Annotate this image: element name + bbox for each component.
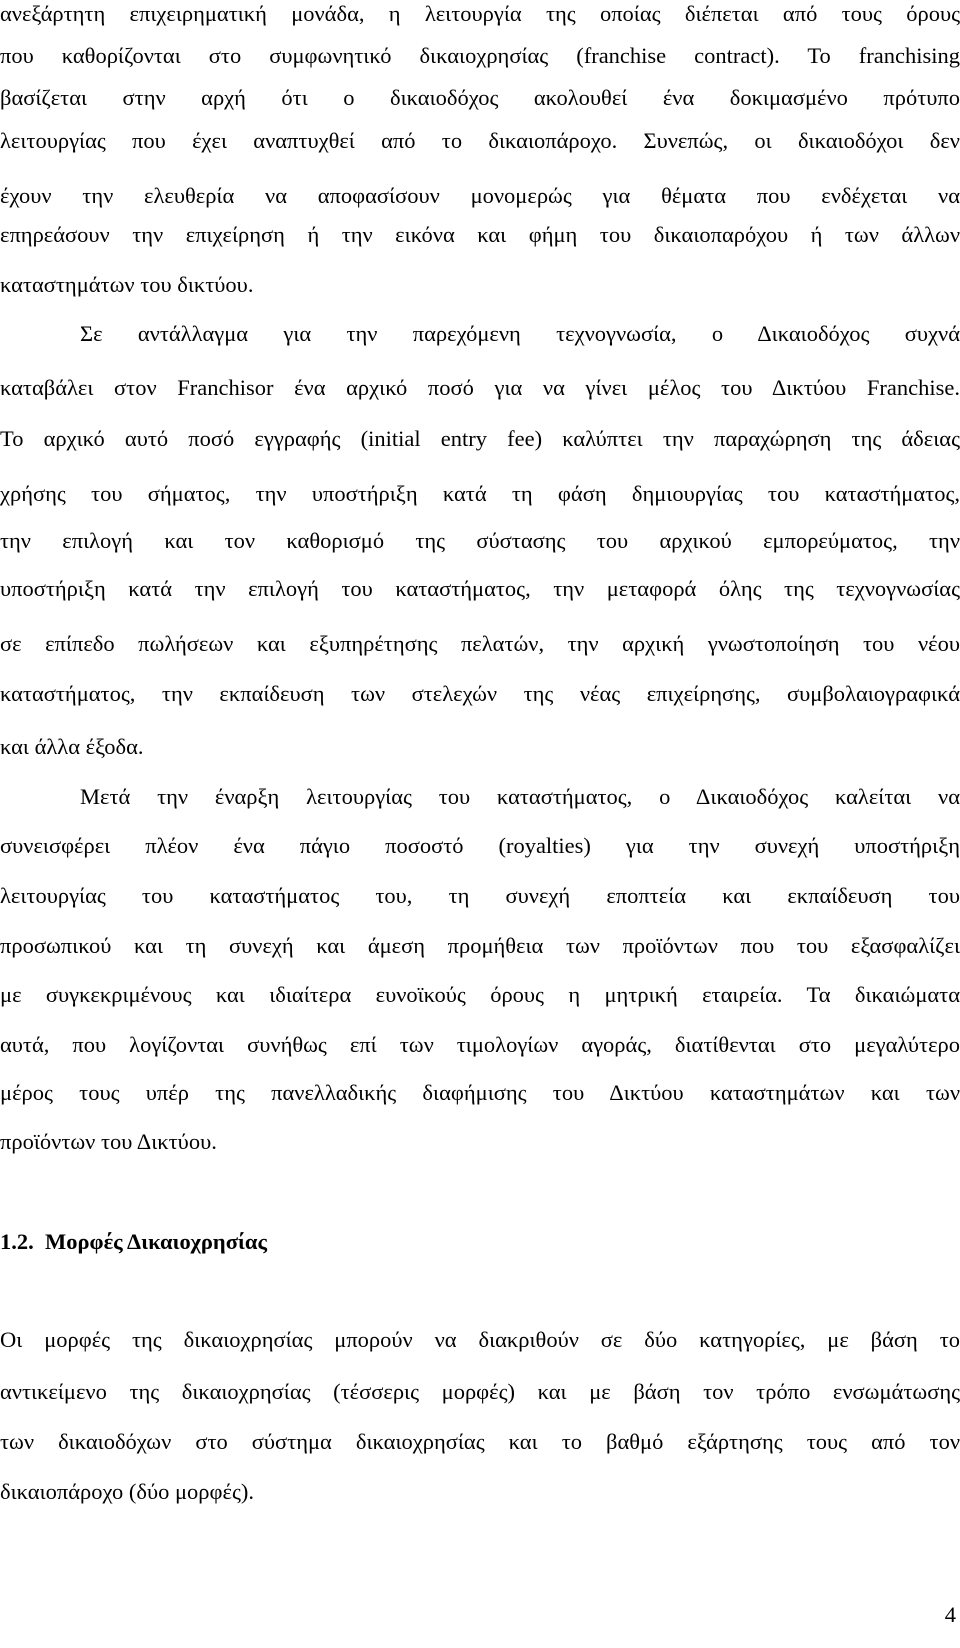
paragraph-line: συνεισφέρει πλέον ένα πάγιο ποσοστό (royalties) για την συνεχή υποστήριξη	[0, 833, 960, 858]
paragraph-line: βασίζεται στην αρχή ότι ο δικαιοδόχος ακολουθεί ένα δοκιμασμένο πρότυπο	[0, 85, 960, 110]
paragraph-line: την επιλογή και τον καθορισμό της σύστασης του αρχικού εμπορεύματος, την	[0, 528, 960, 553]
paragraph-line: Σε αντάλλαγμα για την παρεχόμενη τεχνογνωσία, ο Δικαιοδόχος συχνά	[80, 321, 960, 346]
paragraph-line: και άλλα έξοδα.	[0, 734, 144, 759]
paragraph-line: Το αρχικό αυτό ποσό εγγραφής (initial entry fee) καλύπτει την παραχώρηση της άδειας	[0, 426, 960, 451]
paragraph-line: Μετά την έναρξη λειτουργίας του καταστήματος, ο Δικαιοδόχος καλείται να	[80, 784, 960, 809]
paragraph-line: έχουν την ελευθερία να αποφασίσουν μονομερώς για θέματα που ενδέχεται να	[0, 183, 960, 208]
paragraph-line: υποστήριξη κατά την επιλογή του καταστήματος, την μεταφορά όλης της τεχνογνωσίας	[0, 576, 960, 601]
paragraph-line: που καθορίζονται στο συμφωνητικό δικαιοχρησίας (franchise contract). Το franchising	[0, 43, 960, 68]
paragraph-line: καταστημάτων του δικτύου.	[0, 272, 254, 297]
paragraph-line: Οι μορφές της δικαιοχρησίας μπορούν να διακριθούν σε δύο κατηγορίες, με βάση το	[0, 1327, 960, 1352]
paragraph-line: επηρεάσουν την επιχείρηση ή την εικόνα και φήμη του δικαιοπαρόχου ή των άλλων	[0, 222, 960, 247]
paragraph-line: ανεξάρτητη επιχειρηματική μονάδα, η λειτουργία της οποίας διέπεται από τους όρους	[0, 1, 960, 26]
paragraph-line: προσωπικού και τη συνεχή και άμεση προμήθεια των προϊόντων που του εξασφαλίζει	[0, 933, 960, 958]
paragraph-line: προϊόντων του Δικτύου.	[0, 1129, 217, 1154]
paragraph-line: καταστήματος, την εκπαίδευση των στελεχών της νέας επιχείρησης, συμβολαιογραφικά	[0, 681, 960, 706]
paragraph-line: δικαιοπάροχο (δύο μορφές).	[0, 1479, 254, 1504]
paragraph-line: των δικαιοδόχων στο σύστημα δικαιοχρησίας και το βαθμό εξάρτησης τους από τον	[0, 1429, 960, 1454]
paragraph-line: καταβάλει στον Franchisor ένα αρχικό ποσό για να γίνει μέλος του Δικτύου Franchise.	[0, 375, 960, 400]
paragraph-line: μέρος τους υπέρ της πανελλαδικής διαφήμισης του Δικτύου καταστημάτων και των	[0, 1080, 960, 1105]
paragraph-line: αυτά, που λογίζονται συνήθως επί των τιμολογίων αγοράς, διατίθενται στο μεγαλύτερο	[0, 1032, 960, 1057]
paragraph-line: με συγκεκριμένους και ιδιαίτερα ευνοϊκούς όρους η μητρική εταιρεία. Τα δικαιώματα	[0, 982, 960, 1007]
paragraph-line: σε επίπεδο πωλήσεων και εξυπηρέτησης πελατών, την αρχική γνωστοποίηση του νέου	[0, 631, 960, 656]
paragraph-line: λειτουργίας του καταστήματος του, τη συνεχή εποπτεία και εκπαίδευση του	[0, 883, 960, 908]
page-number: 4	[944, 1602, 956, 1627]
section-heading: 1.2. Μορφές Δικαιοχρησίας	[0, 1229, 267, 1254]
paragraph-line: αντικείμενο της δικαιοχρησίας (τέσσερις μορφές) και με βάση τον τρόπο ενσωμάτωσης	[0, 1379, 960, 1404]
paragraph-line: χρήσης του σήματος, την υποστήριξη κατά τη φάση δημιουργίας του καταστήματος,	[0, 481, 960, 506]
paragraph-line: λειτουργίας που έχει αναπτυχθεί από το δικαιοπάροχο. Συνεπώς, οι δικαιοδόχοι δεν	[0, 128, 960, 153]
